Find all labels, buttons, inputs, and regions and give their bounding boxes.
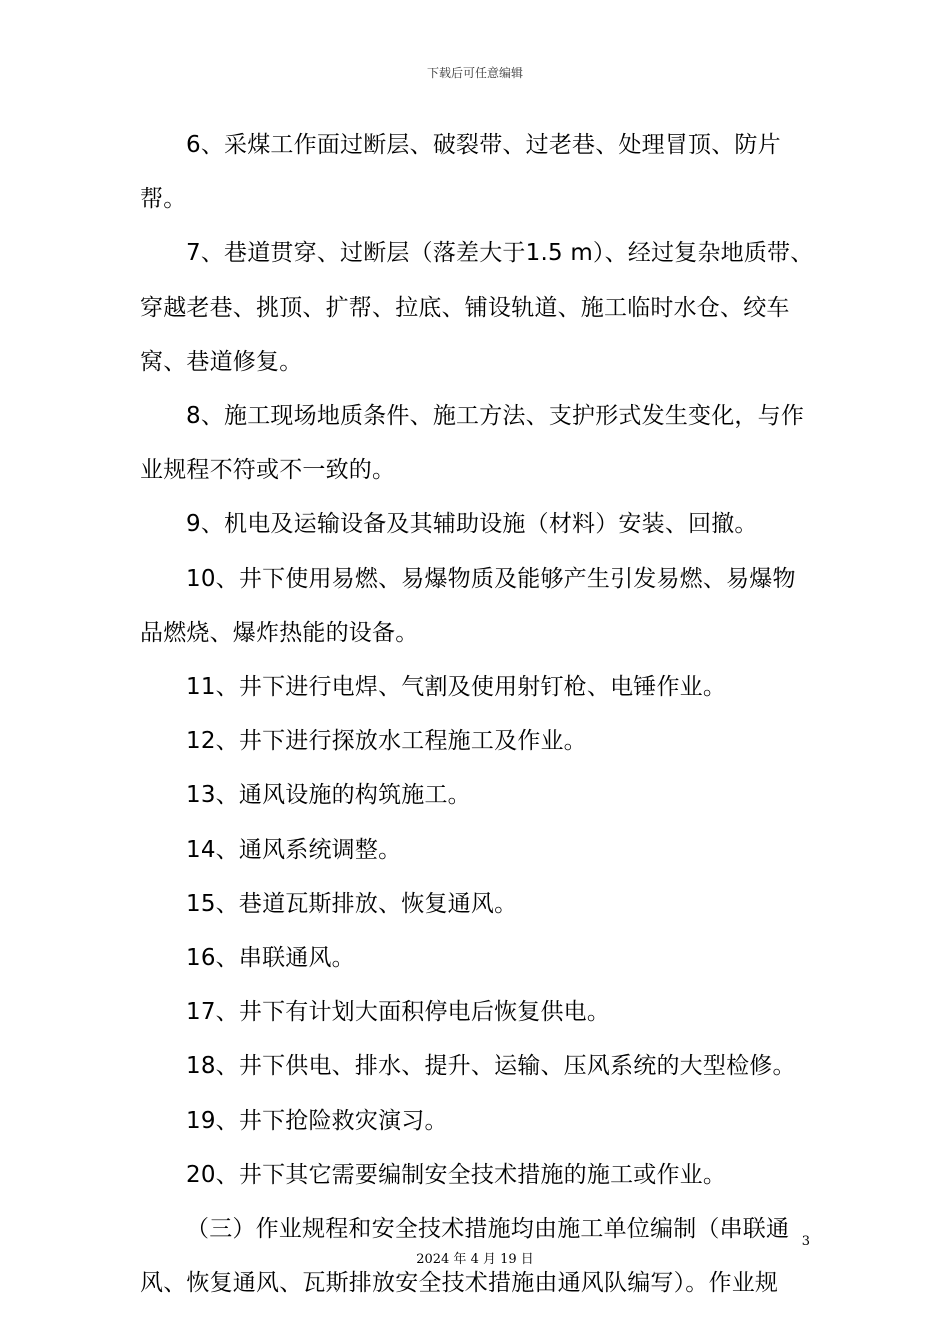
document-body bbox=[140, 118, 820, 1310]
paragraph-line: 品燃烧、爆炸热能的设备。 bbox=[140, 619, 419, 646]
paragraph-line: 14、通风系统调整。 bbox=[186, 836, 402, 863]
paragraph-line: 18、井下供电、排水、提升、运输、压风系统的大型检修。 bbox=[186, 1053, 796, 1080]
paragraph-line: 10、井下使用易燃、易爆物质及能够产生引发易燃、易爆物 bbox=[186, 565, 796, 592]
paragraph-line: 20、井下其它需要编制安全技术措施的施工或作业。 bbox=[186, 1161, 727, 1188]
paragraph-line: 穿越老巷、挑顶、扩帮、拉底、铺设轨道、施工临时水仓、绞车 bbox=[140, 294, 790, 321]
paragraph-line: 13、通风设施的构筑施工。 bbox=[186, 782, 471, 809]
paragraph-line: 7、巷道贯穿、过断层（落差大于1.5 m）、经过复杂地质带、 bbox=[186, 240, 814, 267]
page-number: 3 bbox=[801, 1234, 810, 1249]
paragraph-line: 8、施工现场地质条件、施工方法、支护形式发生变化，与作 bbox=[186, 403, 805, 430]
paragraph-line: 6、采煤工作面过断层、破裂带、过老巷、处理冒顶、防片帮。 bbox=[140, 132, 781, 213]
paragraph-line: （三）作业规程和安全技术措施均由施工单位编制（串联通 bbox=[186, 1216, 790, 1243]
paragraph-line: 窝、巷道修复。 bbox=[140, 348, 303, 375]
paragraph-line: 11、井下进行电焊、气割及使用射钉枪、电锤作业。 bbox=[186, 674, 727, 701]
page-header: 下载后可任意编辑 bbox=[426, 66, 523, 80]
page-footer-date: 2024 年 4 月 19 日 bbox=[416, 1252, 534, 1267]
paragraph-line: 风、恢复通风、瓦斯排放安全技术措施由通风队编写）。作业规 bbox=[140, 1270, 779, 1297]
paragraph-line: 19、井下抢险救灾演习。 bbox=[186, 1107, 448, 1134]
paragraph-line: 业规程不符或不一致的。 bbox=[140, 457, 396, 484]
paragraph-line: 12、井下进行探放水工程施工及作业。 bbox=[186, 728, 587, 755]
paragraph-line: 9、机电及运输设备及其辅助设施（材料）安装、回撤。 bbox=[186, 511, 758, 538]
paragraph-line: 16、串联通风。 bbox=[186, 945, 355, 972]
paragraph-line: 17、井下有计划大面积停电后恢复供电。 bbox=[186, 999, 611, 1026]
paragraph-line: 15、巷道瓦斯排放、恢复通风。 bbox=[186, 890, 518, 917]
